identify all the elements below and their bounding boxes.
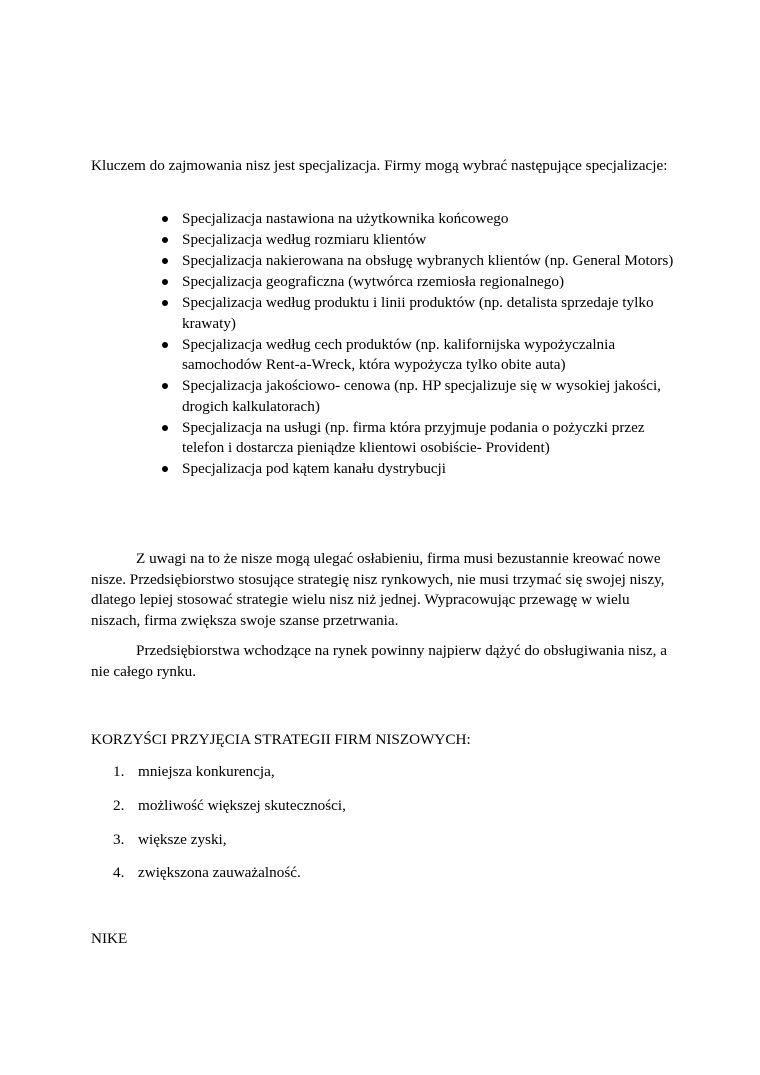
- bullet-icon: [162, 216, 168, 222]
- list-item-text: Specjalizacja według rozmiaru klientów: [182, 231, 427, 248]
- section-heading-benefits: KORZYŚCI PRZYJĘCIA STRATEGII FIRM NISZOWYCH:: [91, 731, 471, 748]
- list-item: [182, 272, 682, 293]
- bullet-icon: [162, 258, 168, 264]
- list-item: [182, 335, 682, 376]
- bullet-icon: [162, 342, 168, 348]
- list-item-text: Specjalizacja nastawiona na użytkownika końcowego: [182, 210, 509, 227]
- list-item: [113, 830, 346, 851]
- benefits-list: [113, 762, 346, 897]
- list-item-text: Specjalizacja według cech produktów (np. kalifornijska wypożyczalnia samochodów Rent-a-Wreck, która wypożycza tylko obite auta): [182, 335, 616, 373]
- list-item: [182, 251, 682, 272]
- list-item-text: mniejsza konkurencja,: [138, 763, 275, 780]
- intro-paragraph: Kluczem do zajmowania nisz jest specjalizacja. Firmy mogą wybrać następujące specjalizacje:: [91, 157, 668, 174]
- list-item: [182, 418, 682, 459]
- bullet-icon: [162, 300, 168, 306]
- list-item-text: Specjalizacja pod kątem kanału dystrybucji: [182, 460, 447, 477]
- list-item: [182, 376, 682, 417]
- list-item-text: Specjalizacja jakościowo- cenowa (np. HP specjalizuje się w wysokiej jakości, drogich kalkulatorach): [182, 377, 661, 415]
- bullet-icon: [162, 425, 168, 431]
- list-number: 4.: [113, 864, 125, 882]
- list-item: [182, 293, 682, 334]
- list-item-text: Specjalizacja geograficzna (wytwórca rzemiosła regionalnego): [182, 273, 565, 290]
- section-heading-nike: NIKE: [91, 930, 128, 947]
- list-item-text: Specjalizacja na usługi (np. firma która przyjmuje podania o pożyczki przez telefon i dostarcza pieniądze klientowi osobiście- Provident): [182, 418, 645, 456]
- body-paragraph-niches: Z uwagi na to że nisze mogą ulegać osłabieniu, firma musi bezustannie kreować nowe nisze. Przedsiębiorstwo stosujące strategię nisz rynkowych, nie musi trzymać się swojej niszy, dlatego lepiej stosować strategie wielu nisz niż jednej. Wypracowując przewagę w wielu niszach, firma zwiększa swoje szanse przetrwania.: [91, 550, 665, 629]
- list-number: 3.: [113, 830, 125, 848]
- list-item-text: Specjalizacja według produktu i linii produktów (np. detalista sprzedaje tylko krawaty): [182, 294, 654, 332]
- list-item: [113, 796, 346, 817]
- list-item: [182, 459, 682, 480]
- list-item: [182, 209, 682, 230]
- bullet-icon: [162, 466, 168, 472]
- list-item: [182, 230, 682, 251]
- list-item: [113, 863, 346, 884]
- bullet-icon: [162, 279, 168, 285]
- body-paragraph-market-entry: Przedsiębiorstwa wchodzące na rynek powinny najpierw dążyć do obsługiwania nisz, a nie całego rynku.: [91, 642, 667, 680]
- list-item-text: możliwość większej skuteczności,: [138, 796, 346, 814]
- list-item: [113, 762, 346, 783]
- list-number: 1.: [113, 763, 125, 780]
- list-item-text: większe zyski,: [138, 830, 227, 848]
- specialization-list: [182, 209, 682, 480]
- list-number: 2.: [113, 796, 125, 814]
- bullet-icon: [162, 237, 168, 243]
- bullet-icon: [162, 383, 168, 389]
- list-item-text: zwiększona zauważalność.: [138, 864, 301, 882]
- list-item-text: Specjalizacja nakierowana na obsługę wybranych klientów (np. General Motors): [182, 252, 674, 269]
